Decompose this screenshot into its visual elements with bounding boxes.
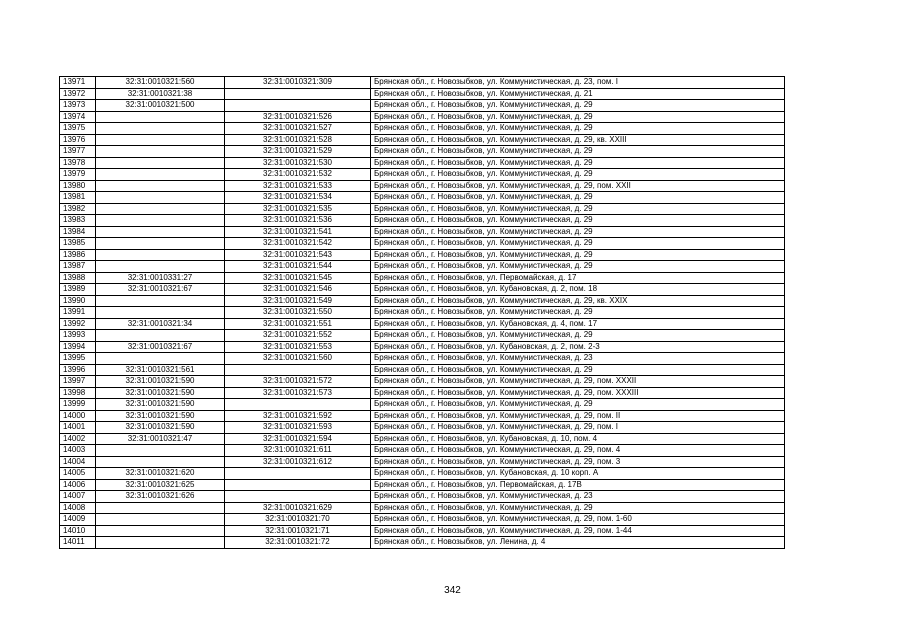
page-number: 342	[444, 585, 461, 596]
parent-cadastral-number-cell: 32:31:0010321:71	[225, 525, 371, 537]
parent-cadastral-number-cell: 32:31:0010321:542	[225, 238, 371, 250]
cadastral-number-cell: 32:31:0010331:27	[96, 272, 225, 284]
address-cell: Брянская обл., г. Новозыбков, ул. Коммунистическая, д. 29	[371, 364, 785, 376]
row-number-cell: 13971	[60, 77, 96, 89]
parent-cadastral-number-cell: 32:31:0010321:544	[225, 261, 371, 273]
cadastral-number-cell: 32:31:0010321:560	[96, 77, 225, 89]
table-row	[60, 226, 785, 238]
cadastral-number-cell: 32:31:0010321:34	[96, 318, 225, 330]
parent-cadastral-number-cell: 32:31:0010321:541	[225, 226, 371, 238]
table-row	[60, 376, 785, 388]
cadastral-number-cell	[96, 203, 225, 215]
address-cell: Брянская обл., г. Новозыбков, ул. Кубановская, д. 10, пом. 4	[371, 433, 785, 445]
cadastral-number-cell	[96, 261, 225, 273]
table-body	[60, 77, 785, 549]
row-number-cell: 13992	[60, 318, 96, 330]
row-number-cell: 13976	[60, 134, 96, 146]
row-number-cell: 13986	[60, 249, 96, 261]
cadastral-number-cell	[96, 353, 225, 365]
parent-cadastral-number-cell: 32:31:0010321:532	[225, 169, 371, 181]
address-cell: Брянская обл., г. Новозыбков, ул. Коммунистическая, д. 29, пом. XXII	[371, 180, 785, 192]
table-row	[60, 410, 785, 422]
row-number-cell: 13982	[60, 203, 96, 215]
parent-cadastral-number-cell	[225, 468, 371, 480]
parent-cadastral-number-cell: 32:31:0010321:309	[225, 77, 371, 89]
row-number-cell: 13998	[60, 387, 96, 399]
cadastral-number-cell	[96, 123, 225, 135]
cadastral-number-cell	[96, 502, 225, 514]
cadastral-number-cell: 32:31:0010321:500	[96, 100, 225, 112]
address-cell: Брянская обл., г. Новозыбков, ул. Коммунистическая, д. 29	[371, 203, 785, 215]
address-cell: Брянская обл., г. Новозыбков, ул. Коммунистическая, д. 29	[371, 100, 785, 112]
row-number-cell: 13984	[60, 226, 96, 238]
parent-cadastral-number-cell: 32:31:0010321:72	[225, 537, 371, 549]
parent-cadastral-number-cell: 32:31:0010321:530	[225, 157, 371, 169]
row-number-cell: 13993	[60, 330, 96, 342]
row-number-cell: 13990	[60, 295, 96, 307]
parent-cadastral-number-cell: 32:31:0010321:550	[225, 307, 371, 319]
parent-cadastral-number-cell: 32:31:0010321:526	[225, 111, 371, 123]
table-row	[60, 341, 785, 353]
row-number-cell: 13978	[60, 157, 96, 169]
row-number-cell: 14001	[60, 422, 96, 434]
address-cell: Брянская обл., г. Новозыбков, ул. Коммунистическая, д. 29	[371, 330, 785, 342]
row-number-cell: 13980	[60, 180, 96, 192]
cadastral-number-cell: 32:31:0010321:67	[96, 284, 225, 296]
row-number-cell: 13996	[60, 364, 96, 376]
address-cell: Брянская обл., г. Новозыбков, ул. Коммунистическая, д. 21	[371, 88, 785, 100]
table-row	[60, 111, 785, 123]
parent-cadastral-number-cell	[225, 479, 371, 491]
parent-cadastral-number-cell: 32:31:0010321:534	[225, 192, 371, 204]
row-number-cell: 13995	[60, 353, 96, 365]
address-cell: Брянская обл., г. Новозыбков, ул. Кубановская, д. 2, пом. 2-3	[371, 341, 785, 353]
cadastral-number-cell	[96, 215, 225, 227]
address-cell: Брянская обл., г. Новозыбков, ул. Коммунистическая, д. 29, пом. 4	[371, 445, 785, 457]
cadastral-number-cell: 32:31:0010321:590	[96, 422, 225, 434]
parent-cadastral-number-cell: 32:31:0010321:612	[225, 456, 371, 468]
table-row	[60, 456, 785, 468]
parent-cadastral-number-cell: 32:31:0010321:629	[225, 502, 371, 514]
address-cell: Брянская обл., г. Новозыбков, ул. Коммунистическая, д. 29, пом. XXXIII	[371, 387, 785, 399]
cadastral-number-cell	[96, 180, 225, 192]
address-cell: Брянская обл., г. Новозыбков, ул. Коммунистическая, д. 29, кв. XXIX	[371, 295, 785, 307]
parent-cadastral-number-cell: 32:31:0010321:528	[225, 134, 371, 146]
parent-cadastral-number-cell: 32:31:0010321:572	[225, 376, 371, 388]
table-row	[60, 295, 785, 307]
address-cell: Брянская обл., г. Новозыбков, ул. Коммунистическая, д. 29, кв. XXIII	[371, 134, 785, 146]
parent-cadastral-number-cell	[225, 88, 371, 100]
address-cell: Брянская обл., г. Новозыбков, ул. Коммунистическая, д. 29	[371, 192, 785, 204]
table-row	[60, 284, 785, 296]
address-cell: Брянская обл., г. Новозыбков, ул. Коммунистическая, д. 29, пом. 3	[371, 456, 785, 468]
cadastral-number-cell	[96, 134, 225, 146]
row-number-cell: 14009	[60, 514, 96, 526]
row-number-cell: 13983	[60, 215, 96, 227]
cadastral-number-cell	[96, 525, 225, 537]
table-row	[60, 353, 785, 365]
cadastral-number-cell	[96, 330, 225, 342]
parent-cadastral-number-cell: 32:31:0010321:592	[225, 410, 371, 422]
table-row	[60, 249, 785, 261]
row-number-cell: 14007	[60, 491, 96, 503]
address-cell: Брянская обл., г. Новозыбков, ул. Коммунистическая, д. 29	[371, 157, 785, 169]
table-row	[60, 387, 785, 399]
parent-cadastral-number-cell: 32:31:0010321:573	[225, 387, 371, 399]
table-row	[60, 180, 785, 192]
row-number-cell: 14002	[60, 433, 96, 445]
table-row	[60, 514, 785, 526]
row-number-cell: 13997	[60, 376, 96, 388]
address-cell: Брянская обл., г. Новозыбков, ул. Коммунистическая, д. 29	[371, 146, 785, 158]
address-cell: Брянская обл., г. Новозыбков, ул. Кубановская, д. 2, пом. 18	[371, 284, 785, 296]
row-number-cell: 13988	[60, 272, 96, 284]
parent-cadastral-number-cell: 32:31:0010321:594	[225, 433, 371, 445]
cadastral-number-cell: 32:31:0010321:626	[96, 491, 225, 503]
cadastral-number-cell	[96, 111, 225, 123]
table-row	[60, 502, 785, 514]
cadastral-number-cell	[96, 249, 225, 261]
cadastral-number-cell	[96, 157, 225, 169]
address-cell: Брянская обл., г. Новозыбков, ул. Коммунистическая, д. 29	[371, 215, 785, 227]
parent-cadastral-number-cell: 32:31:0010321:560	[225, 353, 371, 365]
cadastral-number-cell	[96, 169, 225, 181]
parent-cadastral-number-cell: 32:31:0010321:551	[225, 318, 371, 330]
table-row	[60, 192, 785, 204]
cadastral-number-cell: 32:31:0010321:67	[96, 341, 225, 353]
address-cell: Брянская обл., г. Новозыбков, ул. Ленина, д. 4	[371, 537, 785, 549]
table-row	[60, 307, 785, 319]
cadastral-number-cell	[96, 445, 225, 457]
row-number-cell: 14010	[60, 525, 96, 537]
address-cell: Брянская обл., г. Новозыбков, ул. Коммунистическая, д. 29, пом. 1-44	[371, 525, 785, 537]
address-cell: Брянская обл., г. Новозыбков, ул. Коммунистическая, д. 23	[371, 353, 785, 365]
cadastral-number-cell: 32:31:0010321:590	[96, 387, 225, 399]
cadastral-number-cell: 32:31:0010321:620	[96, 468, 225, 480]
parent-cadastral-number-cell: 32:31:0010321:529	[225, 146, 371, 158]
table-row	[60, 123, 785, 135]
table-row	[60, 77, 785, 89]
parent-cadastral-number-cell: 32:31:0010321:527	[225, 123, 371, 135]
cadastral-number-cell: 32:31:0010321:590	[96, 399, 225, 411]
cadastral-number-cell	[96, 226, 225, 238]
row-number-cell: 13974	[60, 111, 96, 123]
table-row	[60, 157, 785, 169]
address-cell: Брянская обл., г. Новозыбков, ул. Коммунистическая, д. 29	[371, 238, 785, 250]
table-row	[60, 468, 785, 480]
table-row	[60, 203, 785, 215]
cadastral-number-cell: 32:31:0010321:561	[96, 364, 225, 376]
parent-cadastral-number-cell: 32:31:0010321:543	[225, 249, 371, 261]
table-row	[60, 364, 785, 376]
address-cell: Брянская обл., г. Новозыбков, ул. Коммунистическая, д. 29	[371, 261, 785, 273]
table-row	[60, 215, 785, 227]
parent-cadastral-number-cell: 32:31:0010321:593	[225, 422, 371, 434]
address-cell: Брянская обл., г. Новозыбков, ул. Коммунистическая, д. 23, пом. I	[371, 77, 785, 89]
table-row	[60, 146, 785, 158]
row-number-cell: 13987	[60, 261, 96, 273]
row-number-cell: 13989	[60, 284, 96, 296]
cadastral-number-cell	[96, 146, 225, 158]
address-cell: Брянская обл., г. Новозыбков, ул. Кубановская, д. 4, пом. 17	[371, 318, 785, 330]
address-cell: Брянская обл., г. Новозыбков, ул. Коммунистическая, д. 29	[371, 249, 785, 261]
parent-cadastral-number-cell	[225, 399, 371, 411]
row-number-cell: 13994	[60, 341, 96, 353]
address-cell: Брянская обл., г. Новозыбков, ул. Первомайская, д. 17	[371, 272, 785, 284]
row-number-cell: 14006	[60, 479, 96, 491]
cadastral-number-cell	[96, 456, 225, 468]
table-row	[60, 422, 785, 434]
address-cell: Брянская обл., г. Новозыбков, ул. Коммунистическая, д. 29, пом. I	[371, 422, 785, 434]
table-row	[60, 479, 785, 491]
address-cell: Брянская обл., г. Новозыбков, ул. Коммунистическая, д. 29	[371, 226, 785, 238]
table-row	[60, 318, 785, 330]
cadastral-number-cell	[96, 514, 225, 526]
parent-cadastral-number-cell: 32:31:0010321:535	[225, 203, 371, 215]
row-number-cell: 13975	[60, 123, 96, 135]
row-number-cell: 13991	[60, 307, 96, 319]
row-number-cell: 13977	[60, 146, 96, 158]
row-number-cell: 14003	[60, 445, 96, 457]
table-row	[60, 272, 785, 284]
parent-cadastral-number-cell: 32:31:0010321:546	[225, 284, 371, 296]
table-row	[60, 433, 785, 445]
table-row	[60, 537, 785, 549]
table-row	[60, 238, 785, 250]
parent-cadastral-number-cell	[225, 491, 371, 503]
parent-cadastral-number-cell: 32:31:0010321:611	[225, 445, 371, 457]
cadastral-number-cell: 32:31:0010321:590	[96, 376, 225, 388]
parent-cadastral-number-cell: 32:31:0010321:545	[225, 272, 371, 284]
address-cell: Брянская обл., г. Новозыбков, ул. Коммунистическая, д. 29	[371, 111, 785, 123]
cadastral-number-cell	[96, 307, 225, 319]
cadastral-number-cell	[96, 537, 225, 549]
cadastral-number-cell: 32:31:0010321:625	[96, 479, 225, 491]
row-number-cell: 13999	[60, 399, 96, 411]
table-row	[60, 445, 785, 457]
address-cell: Брянская обл., г. Новозыбков, ул. Кубановская, д. 10 корп. А	[371, 468, 785, 480]
address-cell: Брянская обл., г. Новозыбков, ул. Коммунистическая, д. 29, пом. 1-60	[371, 514, 785, 526]
address-cell: Брянская обл., г. Новозыбков, ул. Первомайская, д. 17В	[371, 479, 785, 491]
parent-cadastral-number-cell: 32:31:0010321:533	[225, 180, 371, 192]
parent-cadastral-number-cell: 32:31:0010321:549	[225, 295, 371, 307]
row-number-cell: 14008	[60, 502, 96, 514]
address-cell: Брянская обл., г. Новозыбков, ул. Коммунистическая, д. 29, пом. II	[371, 410, 785, 422]
table-row	[60, 88, 785, 100]
address-cell: Брянская обл., г. Новозыбков, ул. Коммунистическая, д. 29, пом. XXXII	[371, 376, 785, 388]
table-row	[60, 399, 785, 411]
row-number-cell: 14000	[60, 410, 96, 422]
address-cell: Брянская обл., г. Новозыбков, ул. Коммунистическая, д. 29	[371, 307, 785, 319]
cadastral-number-cell	[96, 295, 225, 307]
address-cell: Брянская обл., г. Новозыбков, ул. Коммунистическая, д. 29	[371, 502, 785, 514]
table-row	[60, 100, 785, 112]
parent-cadastral-number-cell	[225, 100, 371, 112]
parent-cadastral-number-cell: 32:31:0010321:552	[225, 330, 371, 342]
table-row	[60, 330, 785, 342]
row-number-cell: 13973	[60, 100, 96, 112]
table-row	[60, 261, 785, 273]
row-number-cell: 14004	[60, 456, 96, 468]
row-number-cell: 13981	[60, 192, 96, 204]
row-number-cell: 13985	[60, 238, 96, 250]
cadastral-table	[59, 76, 785, 549]
table-row	[60, 525, 785, 537]
cadastral-number-cell: 32:31:0010321:47	[96, 433, 225, 445]
table-row	[60, 134, 785, 146]
table-row	[60, 169, 785, 181]
row-number-cell: 14005	[60, 468, 96, 480]
cadastral-number-cell	[96, 238, 225, 250]
address-cell: Брянская обл., г. Новозыбков, ул. Коммунистическая, д. 23	[371, 491, 785, 503]
parent-cadastral-number-cell: 32:31:0010321:536	[225, 215, 371, 227]
address-cell: Брянская обл., г. Новозыбков, ул. Коммунистическая, д. 29	[371, 123, 785, 135]
address-cell: Брянская обл., г. Новозыбков, ул. Коммунистическая, д. 29	[371, 169, 785, 181]
row-number-cell: 13979	[60, 169, 96, 181]
row-number-cell: 13972	[60, 88, 96, 100]
cadastral-number-cell: 32:31:0010321:590	[96, 410, 225, 422]
row-number-cell: 14011	[60, 537, 96, 549]
parent-cadastral-number-cell: 32:31:0010321:553	[225, 341, 371, 353]
parent-cadastral-number-cell	[225, 364, 371, 376]
cadastral-number-cell: 32:31:0010321:38	[96, 88, 225, 100]
table-row	[60, 491, 785, 503]
address-cell: Брянская обл., г. Новозыбков, ул. Коммунистическая, д. 29	[371, 399, 785, 411]
cadastral-number-cell	[96, 192, 225, 204]
parent-cadastral-number-cell: 32:31:0010321:70	[225, 514, 371, 526]
